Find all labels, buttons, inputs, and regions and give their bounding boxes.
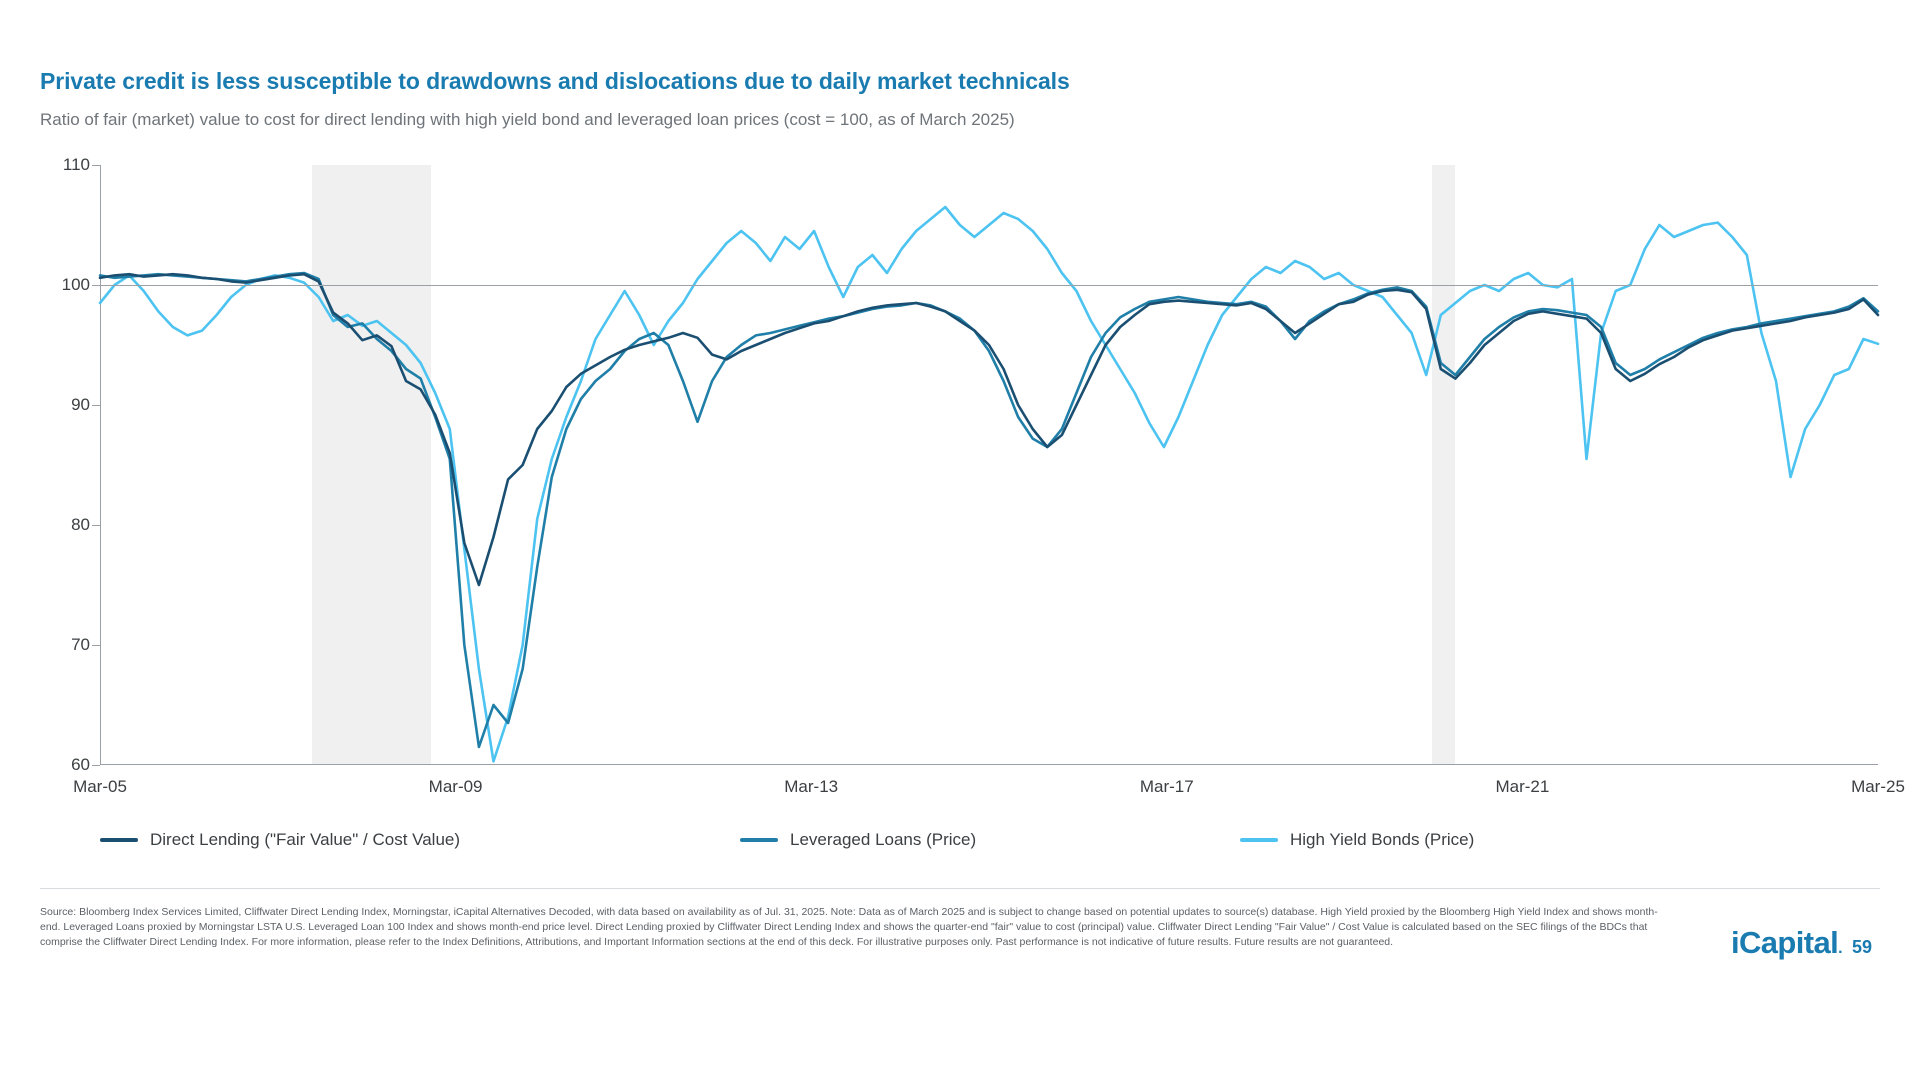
legend-label: Leveraged Loans (Price) [790, 830, 977, 849]
legend-label: High Yield Bonds (Price) [1290, 830, 1475, 849]
x-axis-tick-label: Mar-25 [1851, 777, 1905, 796]
brand-block [1731, 925, 1872, 961]
y-axis-tick-mark [92, 405, 100, 406]
x-axis-tick-label: Mar-13 [784, 777, 839, 796]
icapital-logo [1731, 925, 1842, 961]
y-axis-tick-mark [92, 525, 100, 526]
series-line [100, 274, 1878, 585]
page-subtitle: Ratio of fair (market) value to cost for direct lending with high yield bond and leveraged loan prices (cost = 100, as of March 2025) [40, 110, 1015, 129]
page-number: 59 [1851, 937, 1872, 957]
y-axis-tick-label: 80 [71, 515, 90, 534]
y-axis-tick-mark [92, 165, 100, 166]
y-axis-tick-label: 70 [71, 635, 90, 654]
chart-container [40, 155, 1905, 796]
y-axis-tick-label: 60 [71, 755, 90, 774]
series-lines [100, 165, 1878, 765]
chart-plot-area [61, 155, 1905, 796]
x-axis-tick-label: Mar-21 [1495, 777, 1550, 796]
series-line [100, 207, 1878, 761]
legend-item[interactable] [740, 830, 1240, 850]
y-axis-tick-mark [92, 765, 100, 766]
legend-swatch-icon [1240, 838, 1278, 842]
page-title: Private credit is less susceptible to drawdowns and dislocations due to daily market technicals [40, 68, 1070, 94]
x-axis-tick-label: Mar-05 [73, 777, 127, 796]
x-axis-tick-label: Mar-17 [1139, 777, 1194, 796]
y-axis-tick-label: 90 [71, 395, 90, 414]
y-axis-tick-mark [92, 285, 100, 286]
y-axis-tick-mark [92, 645, 100, 646]
y-axis-tick-label: 110 [62, 155, 90, 174]
y-axis-tick-label: 100 [61, 275, 90, 294]
footer-divider [40, 888, 1880, 889]
icapital-logo-text: iCapital [1730, 925, 1839, 960]
reference-line-100 [100, 285, 1878, 286]
chart-legend [100, 830, 1860, 850]
source-footnote: Source: Bloomberg Index Services Limited, Cliffwater Direct Lending Index, Morningstar, iCapital Alternatives Decoded, with data based on availability as of Jul. 31, 2025. Note: Data as of March 2025 and is subject to change based on potential updates to source(s) database. High Yield proxied by the Bloomberg High Yield Index and shows month-end. Leveraged Loans proxied by Morningstar LSTA U.S. Leveraged Loan 100 Index and shows month-end price level. Direct Lending proxied by Cliffwater Direct Lending Index and shows the quarter-end "fair" value to cost (principal) value. Cliffwater Direct Lending "Fair Value" / Cost Value is calculated based on the SEC filings of the BDCs that comprise the Cliffwater Direct Lending Index. For more information, please refer to the Index Definitions, Attributions, and Important Information sections at the end of this deck. For illustrative purposes only. Past performance is not indicative of future results. Future results are not guaranteed. [40, 906, 1658, 949]
legend-swatch-icon [100, 838, 138, 842]
legend-swatch-icon [740, 838, 778, 842]
legend-label: Direct Lending ("Fair Value" / Cost Value) [150, 830, 461, 849]
legend-item[interactable] [1240, 830, 1474, 850]
legend-item[interactable] [100, 830, 740, 850]
icapital-logo-dot: . [1838, 940, 1842, 957]
x-axis-tick-label: Mar-09 [428, 777, 483, 796]
